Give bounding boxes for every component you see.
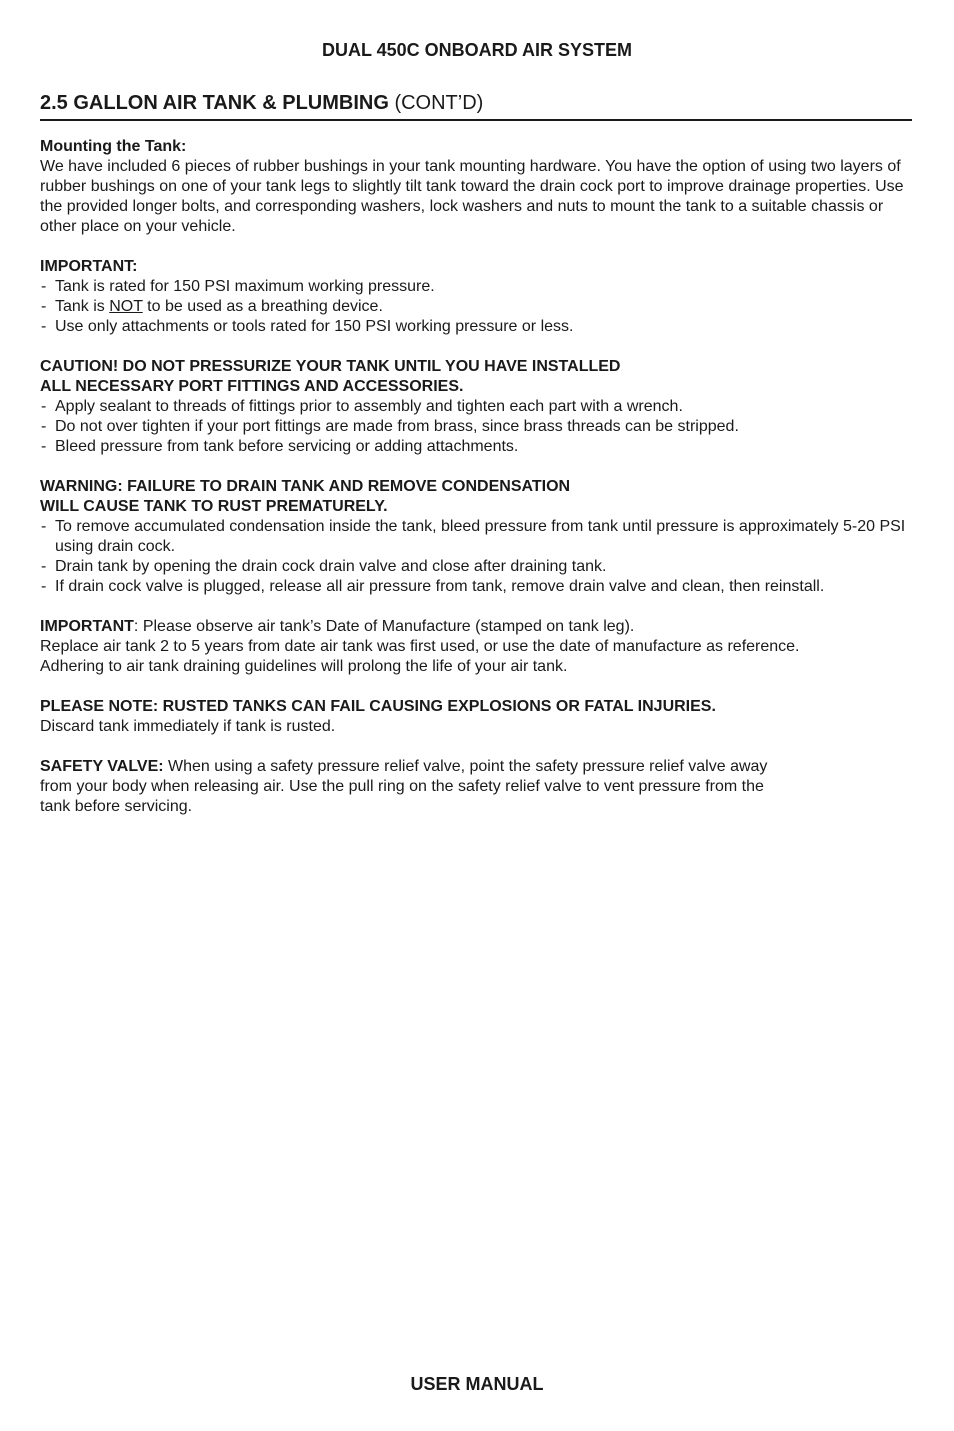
important-date-line3: Adhering to air tank draining guidelines will prolong the life of your air tank.	[40, 658, 568, 675]
list-item: - Use only attachments or tools rated for 150 PSI working pressure or less.	[40, 317, 912, 337]
warning-section	[40, 477, 912, 597]
safety-line2: from your body when releasing air. Use the pull ring on the safety relief valve to vent pressure from the	[40, 778, 764, 795]
list-item: - Bleed pressure from tank before servicing or adding attachments.	[40, 437, 912, 457]
important-date-text: : Please observe air tank’s Date of Manufacture (stamped on tank leg).	[133, 618, 635, 635]
document-footer: USER MANUAL	[410, 1374, 544, 1394]
safety-text: When using a safety pressure relief valve, point the safety pressure relief valve away	[163, 758, 768, 775]
list-item: - Tank is rated for 150 PSI maximum working pressure.	[40, 277, 912, 297]
important-date-line1	[40, 617, 912, 637]
section-title	[40, 92, 912, 121]
safety-label: SAFETY VALVE:	[40, 758, 164, 775]
important-label: IMPORTANT	[40, 618, 134, 635]
list-item: - Apply sealant to threads of fittings prior to assembly and tighten each part with a wrench.	[40, 397, 912, 417]
mounting-heading: Mounting the Tank:	[40, 138, 187, 155]
list-item: - Do not over tighten if your port fittings are made from brass, since brass threads can be stripped.	[40, 417, 912, 437]
caution-list	[40, 397, 912, 457]
list-item: - To remove accumulated condensation inside the tank, bleed pressure from tank until pressure is approximately 5-20 PSI using drain cock.	[40, 517, 912, 557]
document-header: DUAL 450C ONBOARD AIR SYSTEM	[321, 40, 633, 60]
list-item: - If drain cock valve is plugged, release all air pressure from tank, remove drain valve and clean, then reinstall.	[40, 577, 912, 597]
section-title-main: 2.5 GALLON AIR TANK & PLUMBING	[40, 92, 389, 114]
warning-heading-line2: WILL CAUSE TANK TO RUST PREMATURELY.	[40, 498, 388, 515]
section-title-suffix: (CONT’D)	[388, 92, 484, 114]
caution-heading-line1: CAUTION! DO NOT PRESSURIZE YOUR TANK UNTIL YOU HAVE INSTALLED	[40, 358, 621, 375]
important-date-line2: Replace air tank 2 to 5 years from date air tank was first used, or use the date of manufacture as reference.	[40, 638, 800, 655]
content	[40, 137, 912, 837]
warning-list	[40, 517, 912, 597]
note-text: Discard tank immediately if tank is rusted.	[40, 718, 336, 735]
safety-line3: tank before servicing.	[40, 798, 193, 815]
caution-section	[40, 357, 912, 457]
mounting-section	[40, 137, 912, 237]
safety-section	[40, 757, 912, 817]
important-section	[40, 257, 912, 337]
list-item	[40, 297, 912, 317]
warning-heading-line1: WARNING: FAILURE TO DRAIN TANK AND REMOVE CONDENSATION	[40, 478, 571, 495]
list-item-text: Tank is	[55, 298, 110, 315]
mounting-body: We have included 6 pieces of rubber bushings in your tank mounting hardware. You have the option of using two layers of rubber bushings on one of your tank legs to slightly tilt tank toward the drain cock port to improve drainage properties. Use the provided longer bolts, and corresponding washers, lock washers and nuts to mount the tank to a suitable chassis or other place on your vehicle.	[40, 158, 904, 235]
note-section	[40, 697, 912, 737]
list-item-text: to be used as a breathing device.	[142, 298, 383, 315]
important-date-section	[40, 617, 912, 677]
safety-line1	[40, 757, 912, 777]
caution-heading-line2: ALL NECESSARY PORT FITTINGS AND ACCESSORIES.	[40, 378, 464, 395]
list-item: - Drain tank by opening the drain cock drain valve and close after draining tank.	[40, 557, 912, 577]
not-emphasis: NOT	[109, 298, 143, 315]
note-heading: PLEASE NOTE: RUSTED TANKS CAN FAIL CAUSING EXPLOSIONS OR FATAL INJURIES.	[40, 698, 716, 715]
important-list	[40, 277, 912, 337]
important-heading: IMPORTANT:	[40, 258, 138, 275]
